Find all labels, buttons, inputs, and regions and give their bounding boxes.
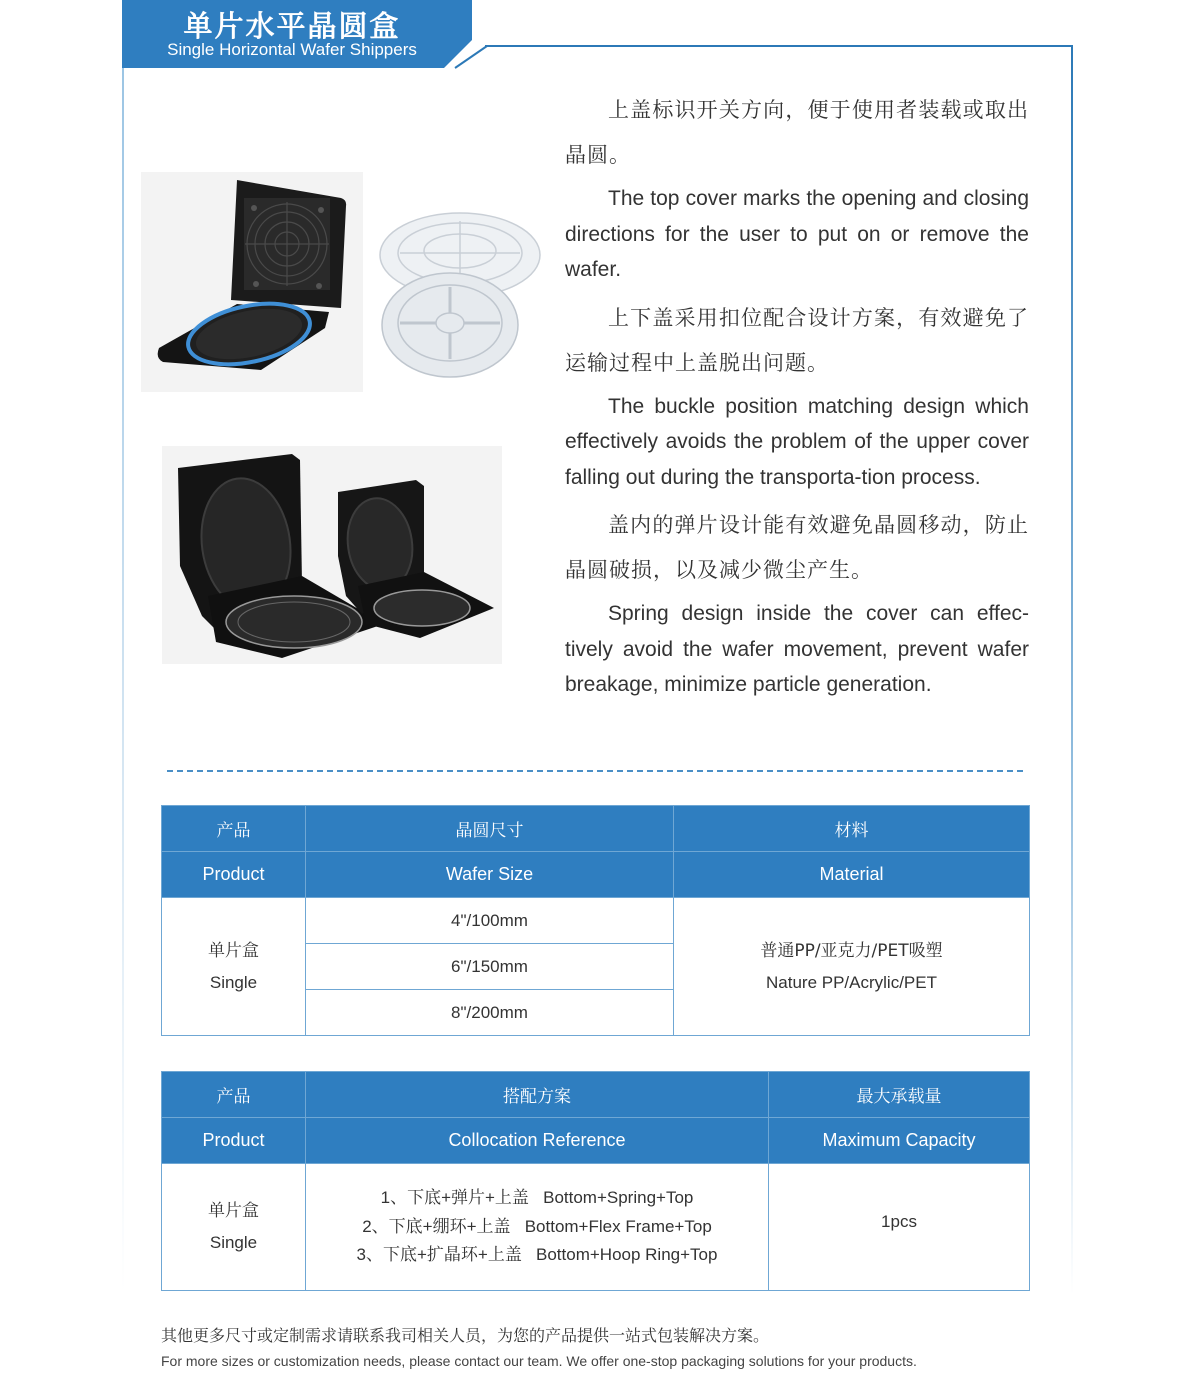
header-capacity-en: Maximum Capacity bbox=[769, 1118, 1030, 1164]
header-capacity-cn: 最大承载量 bbox=[769, 1072, 1030, 1118]
frame-right-line bbox=[1071, 45, 1073, 1295]
collocation-option-1: 1、下底+弹片+上盖 Bottom+Spring+Top bbox=[380, 1188, 694, 1208]
feature-1-cn: 上盖标识开关方向，便于使用者装载或取出晶圆。 bbox=[565, 98, 1029, 167]
frame-top-line bbox=[485, 45, 1073, 47]
product-name-en: Single bbox=[209, 972, 258, 992]
page-subtitle: Single Horizontal Wafer Shippers bbox=[167, 40, 417, 59]
collocation-option-2: 2、下底+绷环+上盖 Bottom+Flex Frame+Top bbox=[362, 1216, 712, 1236]
header-product-cn: 产品 bbox=[162, 1072, 306, 1118]
frame-left-line bbox=[122, 68, 124, 1293]
table-row bbox=[162, 898, 1030, 944]
table-header-row-cn bbox=[162, 806, 1030, 852]
header-material-cn: 材料 bbox=[674, 806, 1030, 852]
header-collocation-en: Collocation Reference bbox=[306, 1118, 769, 1164]
feature-description bbox=[565, 88, 1029, 711]
product-name-cn: 单片盒 bbox=[208, 940, 259, 961]
product-name-en: Single bbox=[209, 1233, 258, 1252]
wafer-size-8in: 8"/200mm bbox=[306, 990, 674, 1036]
spec-table-wafer-size bbox=[161, 805, 1030, 1036]
material-cn: 普通PP/亚克力/PET吸塑 bbox=[760, 940, 943, 961]
collocation-cell bbox=[306, 1164, 769, 1291]
feature-2-en: The buckle position matching design which effectively avoids the problem of the upper cover falling out during the transporta-tion process. bbox=[565, 394, 1029, 489]
wafer-size-4in: 4"/100mm bbox=[306, 898, 674, 944]
header-wafer-size-en: Wafer Size bbox=[306, 852, 674, 898]
table-row bbox=[162, 1164, 1030, 1291]
table-header-row-en bbox=[162, 1118, 1030, 1164]
header-product-en: Product bbox=[162, 852, 306, 898]
footer-note-en: For more sizes or customization needs, please contact our team. We offer one-stop packaging solutions for your products. bbox=[161, 1353, 917, 1369]
material-cell bbox=[674, 898, 1030, 1036]
product-name-cn: 单片盒 bbox=[208, 1201, 259, 1221]
page-title: 单片水平晶圆盒 bbox=[183, 9, 401, 43]
collocation-option-3: 3、下底+扩晶环+上盖 Bottom+Hoop Ring+Top bbox=[356, 1245, 718, 1265]
spec-table-collocation bbox=[161, 1071, 1030, 1291]
table-header-row-cn bbox=[162, 1072, 1030, 1118]
section-divider bbox=[167, 770, 1023, 772]
wafer-size-6in: 6"/150mm bbox=[306, 944, 674, 990]
header-material-en: Material bbox=[674, 852, 1030, 898]
material-en: Nature PP/Acrylic/PET bbox=[766, 972, 937, 992]
product-cell bbox=[162, 898, 306, 1036]
header-collocation-cn: 搭配方案 bbox=[306, 1072, 769, 1118]
product-image-two-shippers bbox=[162, 446, 502, 664]
capacity-cell: 1pcs bbox=[769, 1164, 1030, 1291]
header-wafer-size-cn: 晶圆尺寸 bbox=[306, 806, 674, 852]
product-image-clear-cassettes bbox=[370, 205, 550, 385]
feature-2-cn: 上下盖采用扣位配合设计方案，有效避免了运输过程中上盖脱出问题。 bbox=[565, 305, 1029, 375]
feature-3-en: Spring design inside the cover can effec-tively avoid the wafer movement, prevent wafer breakage, minimize particle generation. bbox=[565, 602, 1029, 696]
footer-note-cn: 其他更多尺寸或定制需求请联系我司相关人员，为您的产品提供一站式包装解决方案。 bbox=[161, 1326, 770, 1345]
product-image-open-shipper bbox=[141, 172, 363, 392]
feature-3-cn: 盖内的弹片设计能有效避免晶圆移动，防止晶圆破损，以及减少微尘产生。 bbox=[565, 513, 1029, 582]
header-product-en: Product bbox=[162, 1118, 306, 1164]
title-tab bbox=[122, 0, 494, 68]
header-product-cn: 产品 bbox=[162, 806, 306, 852]
feature-1-en: The top cover marks the opening and closing directions for the user to put on or remove the wafer. bbox=[565, 187, 1029, 281]
product-cell bbox=[162, 1164, 306, 1291]
table-header-row-en bbox=[162, 852, 1030, 898]
